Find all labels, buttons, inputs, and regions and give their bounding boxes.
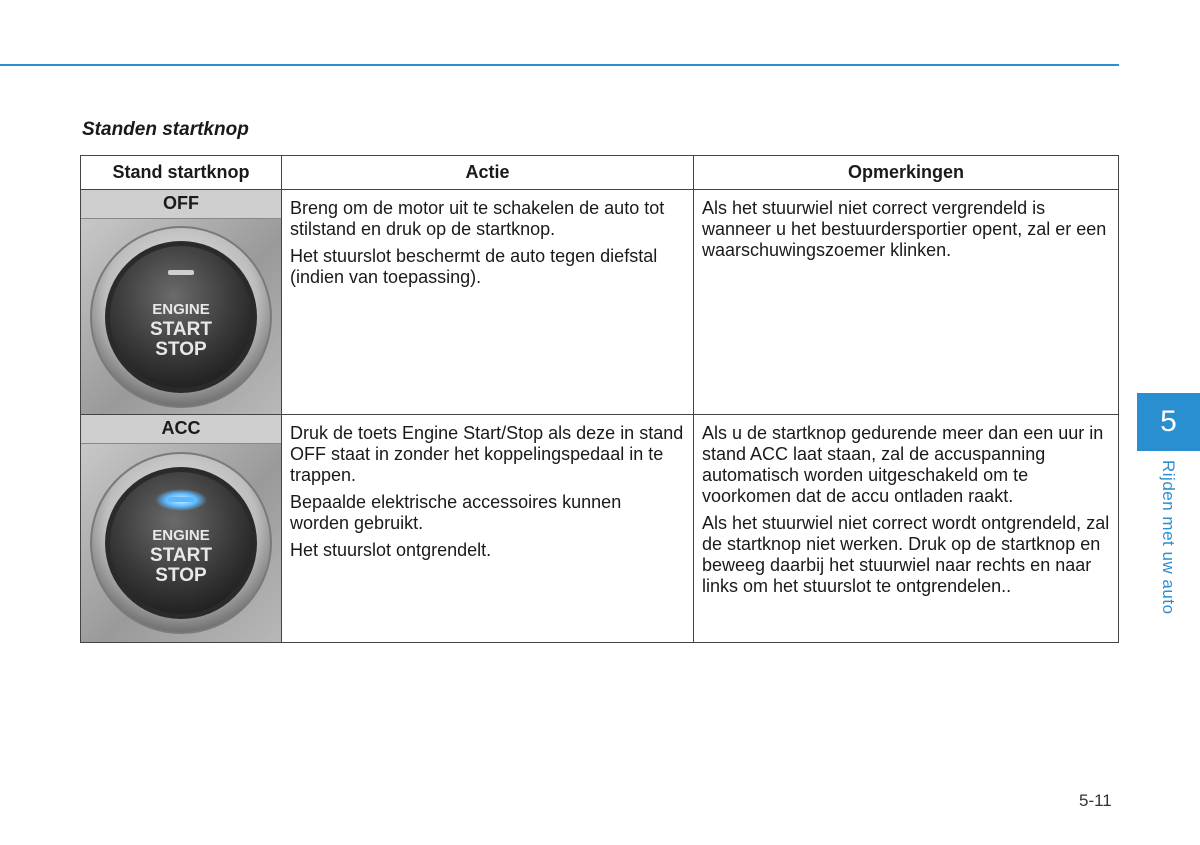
remark-text: Als het stuurwiel niet correct vergrendeld is wanneer u het bestuurdersportier opent, zal er een waarschuwingszoemer klinken. xyxy=(702,198,1107,260)
state-label-acc: ACC xyxy=(81,415,281,444)
state-cell-acc xyxy=(81,415,282,643)
table-row-off xyxy=(81,190,1119,415)
chapter-tab: 5 xyxy=(1137,393,1200,451)
page-number: 5-11 xyxy=(1079,791,1112,810)
remarks-cell-off xyxy=(694,190,1119,415)
button-text-engine: ENGINE xyxy=(152,300,210,318)
indicator-off xyxy=(168,270,194,275)
column-header-state: Stand startknop xyxy=(81,156,282,190)
column-header-action: Actie xyxy=(282,156,694,190)
button-text-start: START xyxy=(150,545,212,566)
engine-start-stop-button-icon xyxy=(86,448,276,638)
start-button-image-off xyxy=(81,219,281,414)
action-text: Breng om de motor uit te schakelen de auto tot stilstand en druk op de startknop. xyxy=(290,198,665,239)
button-text-start: START xyxy=(150,318,212,340)
start-button-positions-table xyxy=(80,155,1119,643)
table-row-acc xyxy=(81,415,1119,643)
section-title: Standen startknop xyxy=(82,119,249,140)
top-rule xyxy=(0,64,1119,66)
action-cell-off xyxy=(282,190,694,415)
indicator-acc xyxy=(168,497,194,502)
remark-text: Als u de startknop gedurende meer dan een uur in stand ACC laat staan, zal de accuspanning automatisch worden uitgeschakeld om te voorkomen dat de accu ontladen raakt. xyxy=(702,423,1104,506)
action-text: Druk de toets Engine Start/Stop als deze in stand OFF staat in zonder het koppelingspedaal in te trappen. xyxy=(290,423,684,485)
button-text-stop: STOP xyxy=(155,338,207,360)
remark-text: Als het stuurwiel niet correct wordt ontgrendeld, zal de startknop niet werken. Druk op de startknop en beweeg daarbij het stuurwiel naar rechts en naar links om het stuurslot te ontgrendelen.. xyxy=(702,513,1110,596)
table-header-row xyxy=(81,156,1119,190)
state-label-off: OFF xyxy=(81,190,281,219)
start-button-image-acc xyxy=(81,444,281,642)
engine-start-stop-button-icon xyxy=(86,222,276,412)
state-cell-off xyxy=(81,190,282,415)
action-text: Bepaalde elektrische accessoires kunnen worden gebruikt. xyxy=(290,492,622,533)
remarks-cell-acc xyxy=(694,415,1119,643)
button-text-stop: STOP xyxy=(155,565,207,586)
action-cell-acc xyxy=(282,415,694,643)
action-text: Het stuurslot beschermt de auto tegen diefstal (indien van toepassing). xyxy=(290,246,658,287)
chapter-label: Rijden met uw auto xyxy=(1159,460,1178,615)
action-text: Het stuurslot ontgrendelt. xyxy=(290,540,492,560)
button-text-engine: ENGINE xyxy=(152,527,210,544)
column-header-remarks: Opmerkingen xyxy=(694,156,1119,190)
